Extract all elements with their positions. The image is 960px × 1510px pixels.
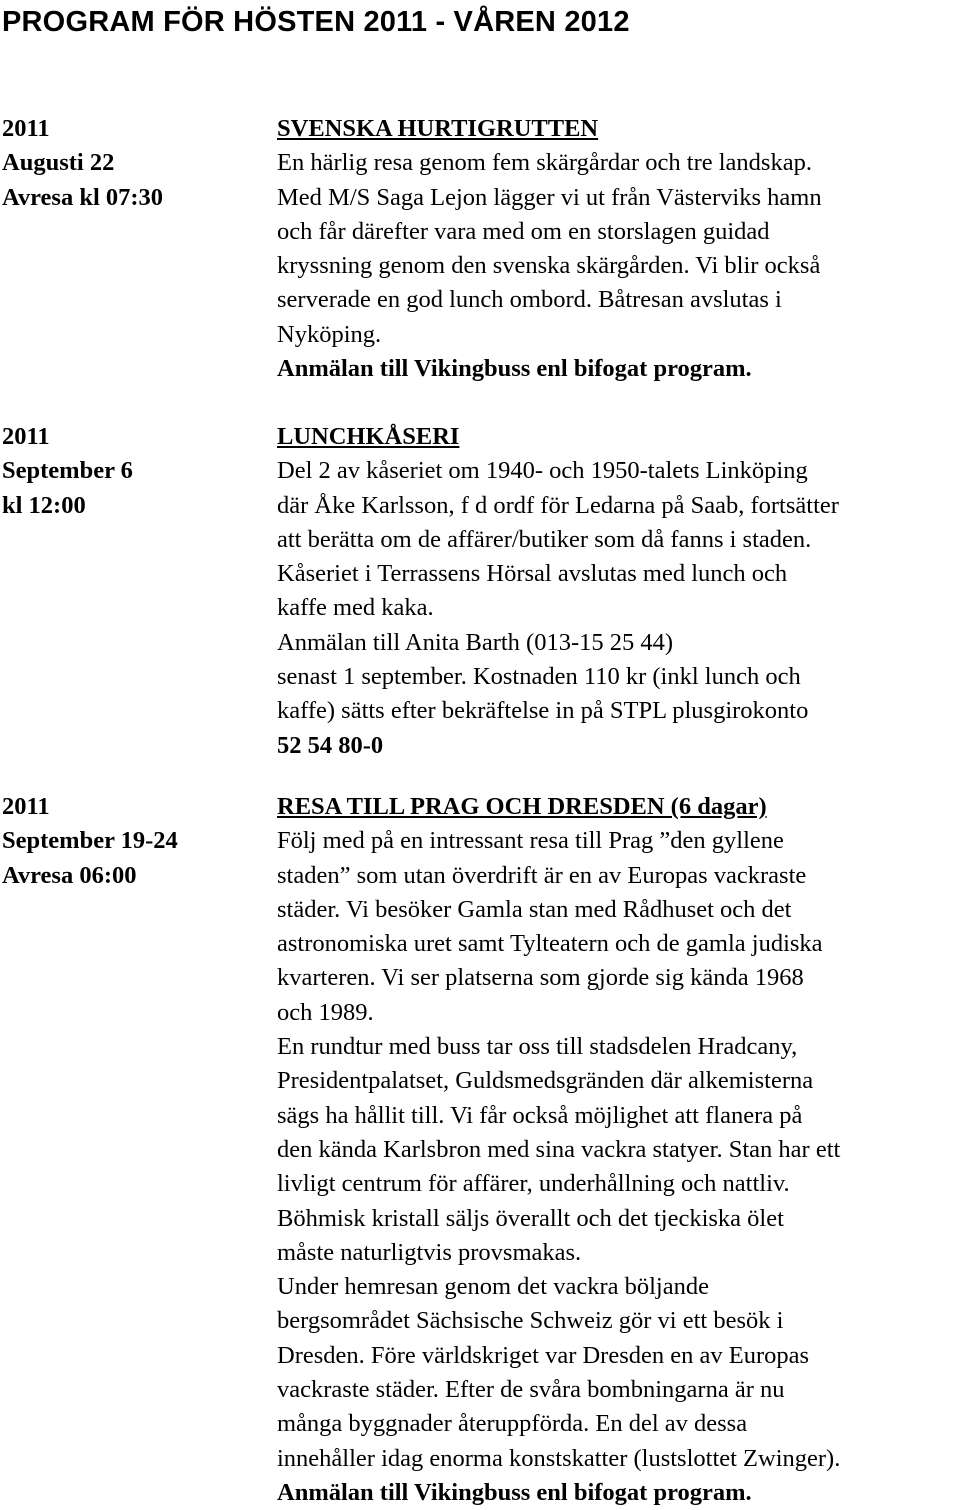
event-description (277, 146, 960, 352)
event-signup: Anmälan till Vikingbuss enl bifogat program. (277, 355, 752, 383)
event-title: LUNCHKÅSERI (277, 423, 460, 450)
description-line: livligt centrum för affärer, underhållning och nattliv. (277, 1170, 790, 1198)
event-body (277, 790, 960, 1510)
description-line: kaffe med kaka. (277, 594, 434, 622)
description-line: bergsområdet Sächsische Schweiz gör vi ett besök i (277, 1307, 784, 1335)
event-account-number: 52 54 80-0 (277, 731, 384, 759)
description-line: Under hemresan genom det vackra böljande (277, 1273, 709, 1301)
event-signup: Anmälan till Vikingbuss enl bifogat program. (277, 1478, 752, 1506)
event-description (277, 454, 960, 728)
description-line: den kända Karlsbron med sina vackra statyer. Stan har ett (277, 1135, 841, 1163)
event-date: September 19-24 (2, 827, 178, 855)
event-meta (2, 790, 262, 893)
description-line: kvarteren. Vi ser platserna som gjorde sig kända 1968 (277, 964, 804, 992)
description-line: och 1989. (277, 998, 374, 1026)
description-line: att berätta om de affärer/butiker som då fanns i staden. (277, 525, 812, 553)
description-line: kaffe) sätts efter bekräftelse in på STPL plusgirokonto (277, 697, 809, 725)
description-line: många byggnader återuppförda. En del av dessa (277, 1410, 748, 1438)
event-title: SVENSKA HURTIGRUTTEN (277, 115, 599, 142)
event-body (277, 420, 960, 763)
event-date: September 6 (2, 457, 133, 485)
description-line: En rundtur med buss tar oss till stadsdelen Hradcany, (277, 1033, 798, 1061)
event-time: kl 12:00 (2, 491, 86, 519)
description-line: Anmälan till Anita Barth (013-15 25 44) (277, 628, 674, 656)
description-line: Dresden. Före världskriget var Dresden en av Europas (277, 1341, 810, 1369)
event-time: Avresa kl 07:30 (2, 183, 164, 211)
description-line: Nyköping. (277, 320, 382, 348)
description-line: En härlig resa genom fem skärgårdar och tre landskap. (277, 149, 812, 177)
event-date: Augusti 22 (2, 149, 115, 177)
event-description (277, 824, 960, 1476)
description-line: Med M/S Saga Lejon lägger vi ut från Västerviks hamn (277, 183, 822, 211)
description-line: Del 2 av kåseriet om 1940- och 1950-talets Linköping (277, 457, 808, 485)
description-line: och får därefter vara med om en storslagen guidad (277, 217, 770, 245)
description-line: Följ med på en intressant resa till Prag ”den gyllene (277, 827, 784, 855)
event-year: 2011 (2, 423, 50, 450)
page-title: PROGRAM FÖR HÖSTEN 2011 - VÅREN 2012 (2, 6, 630, 38)
event-meta (2, 420, 262, 523)
description-line: Böhmisk kristall säljs överallt och det tjeckiska ölet (277, 1204, 784, 1232)
description-line: Kåseriet i Terrassens Hörsal avslutas med lunch och (277, 560, 788, 588)
event-meta (2, 112, 262, 215)
event-time: Avresa 06:00 (2, 861, 137, 889)
event-year: 2011 (2, 793, 50, 820)
description-line: måste naturligtvis provsmakas. (277, 1238, 582, 1266)
description-line: Presidentpalatset, Guldsmedsgränden där alkemisterna (277, 1067, 814, 1095)
description-line: kryssning genom den svenska skärgården. Vi blir också (277, 252, 821, 280)
event-body (277, 112, 960, 386)
event-year: 2011 (2, 115, 50, 142)
description-line: serverade en god lunch ombord. Båtresan avslutas i (277, 286, 782, 314)
description-line: vackraste städer. Efter de svåra bombningarna är nu (277, 1376, 785, 1404)
description-line: staden” som utan överdrift är en av Europas vackraste (277, 861, 807, 889)
description-line: städer. Vi besöker Gamla stan med Rådhuset och det (277, 895, 792, 923)
description-line: senast 1 september. Kostnaden 110 kr (inkl lunch och (277, 663, 801, 691)
description-line: där Åke Karlsson, f d ordf för Ledarna på Saab, fortsätter (277, 491, 839, 519)
event-title: RESA TILL PRAG OCH DRESDEN (6 dagar) (277, 793, 767, 820)
description-line: innehåller idag enorma konstskatter (lustslottet Zwinger). (277, 1444, 841, 1472)
description-line: sägs ha hållit till. Vi får också möjlighet att flanera på (277, 1101, 803, 1129)
description-line: astronomiska uret samt Tylteatern och de gamla judiska (277, 930, 823, 958)
